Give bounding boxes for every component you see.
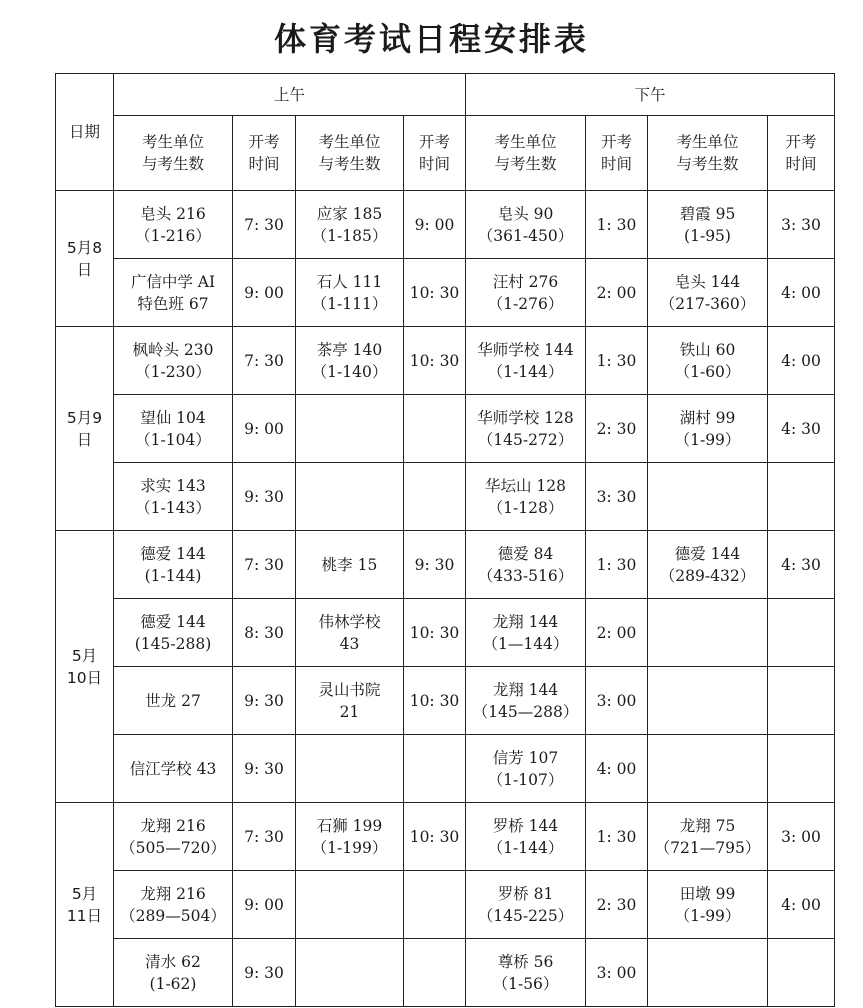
cell-line: 灵山书院	[318, 680, 381, 699]
pm-unit-cell	[648, 871, 768, 939]
date-line: 5月	[71, 646, 98, 665]
pm-unit-cell	[648, 803, 768, 871]
am-unit-cell	[114, 191, 233, 259]
am-time-cell: 9: 30	[233, 463, 296, 531]
am-time-cell: 10: 30	[404, 599, 466, 667]
cell-line: （1-140）	[311, 362, 388, 381]
header-line: 考生单位	[494, 133, 557, 151]
pm-time-cell: 4: 00	[768, 259, 835, 327]
cell-line: 皂头 216	[140, 204, 206, 223]
header-line: 开考	[419, 133, 451, 151]
am-time-cell: 10: 30	[404, 667, 466, 735]
table-row	[56, 463, 835, 531]
cell-line: （289-432）	[659, 566, 756, 585]
pm-time-cell	[768, 735, 835, 803]
pm-time-cell: 3: 00	[586, 667, 648, 735]
pm-unit-cell	[466, 599, 586, 667]
am-time-cell: 10: 30	[404, 803, 466, 871]
table-row	[56, 803, 835, 871]
cell-line: 德爱 144	[140, 544, 206, 563]
am-unit-cell	[114, 599, 233, 667]
table-row	[56, 191, 835, 259]
cell-line: 世龙 27	[145, 691, 201, 710]
am-time-cell: 9: 30	[233, 939, 296, 1007]
am-unit-cell	[296, 599, 404, 667]
pm-unit-cell	[648, 191, 768, 259]
cell-line: 罗桥 81	[497, 884, 554, 903]
date-line: 10日	[66, 668, 103, 687]
am-time-cell	[404, 395, 466, 463]
morning-header: 上午	[114, 74, 466, 116]
am-time-cell: 10: 30	[404, 259, 466, 327]
cell-line: （1-199）	[311, 838, 388, 857]
pm-unit-cell	[466, 395, 586, 463]
cell-line: 龙翔 144	[492, 612, 559, 631]
am-time-cell: 9: 00	[233, 259, 296, 327]
cell-line: 湖村 99	[679, 408, 736, 427]
am-unit-cell	[114, 395, 233, 463]
header-line: 开考	[785, 133, 817, 151]
cell-line: （1-104）	[135, 430, 211, 449]
cell-line: (1-62)	[149, 974, 197, 993]
date-line: 11日	[66, 906, 103, 925]
am-time-cell: 7: 30	[233, 191, 296, 259]
header-line: 时间	[248, 155, 280, 173]
am-unit-cell	[114, 939, 233, 1007]
date-line: 5月	[71, 884, 98, 903]
am-unit-cell	[114, 259, 233, 327]
pm-unit-cell	[466, 939, 586, 1007]
cell-line: 茶亭 140	[316, 340, 383, 359]
am-unit-cell	[114, 667, 233, 735]
am-unit-cell	[296, 939, 404, 1007]
date-line: 5月8	[66, 238, 103, 257]
cell-line: 21	[339, 702, 360, 721]
cell-line: 汪村 276	[492, 272, 559, 291]
am-time-cell: 10: 30	[404, 327, 466, 395]
pm-unit-cell	[648, 327, 768, 395]
am-time-cell: 7: 30	[233, 327, 296, 395]
pm-unit-cell	[466, 191, 586, 259]
pm-time-cell: 1: 30	[586, 531, 648, 599]
pm-time-cell: 1: 30	[586, 191, 648, 259]
pm-time-cell	[768, 939, 835, 1007]
cell-line: （1-111）	[311, 294, 388, 313]
header-line: 开考	[248, 133, 280, 151]
pm-unit-cell	[466, 259, 586, 327]
am-unit-cell	[114, 327, 233, 395]
header-line: 时间	[419, 155, 451, 173]
cell-line: 龙翔 144	[492, 680, 559, 699]
header-line: 与考生数	[676, 155, 739, 173]
date-line: 日	[76, 430, 93, 449]
start-time-header	[233, 116, 296, 191]
cell-line: 龙翔 75	[679, 816, 736, 835]
am-unit-cell	[296, 191, 404, 259]
table-row	[56, 259, 835, 327]
pm-time-cell: 2: 00	[586, 259, 648, 327]
pm-unit-cell	[466, 327, 586, 395]
cell-line: 德爱 84	[497, 544, 554, 563]
start-time-header	[586, 116, 648, 191]
header-line: 与考生数	[318, 155, 381, 173]
cell-line: （1-230）	[135, 362, 211, 381]
date-cell	[56, 327, 114, 531]
cell-line: （217-360）	[659, 294, 756, 313]
header-line: 开考	[601, 133, 633, 151]
pm-unit-cell	[648, 599, 768, 667]
table-row	[56, 735, 835, 803]
cell-line: 华师学校 144	[477, 340, 574, 359]
start-time-header	[768, 116, 835, 191]
am-unit-cell	[296, 531, 404, 599]
cell-line: (145-288)	[134, 634, 212, 653]
pm-time-cell: 4: 00	[768, 871, 835, 939]
header-line: 与考生数	[494, 155, 557, 173]
am-unit-cell	[296, 871, 404, 939]
am-unit-cell	[296, 803, 404, 871]
pm-time-cell: 4: 30	[768, 395, 835, 463]
pm-time-cell: 1: 30	[586, 803, 648, 871]
cell-line: （289—504）	[120, 906, 226, 925]
cell-line: （1-276）	[487, 294, 564, 313]
cell-line: 华师学校 128	[477, 408, 574, 427]
cell-line: 碧霞 95	[679, 204, 736, 223]
am-time-cell	[404, 463, 466, 531]
cell-line: （1-99）	[674, 430, 741, 449]
cell-line: 尊桥 56	[497, 952, 554, 971]
date-line: 5月9	[66, 408, 103, 427]
cell-line: 皂头 144	[674, 272, 741, 291]
cell-line: 广信中学 AI	[130, 272, 216, 291]
schedule-table	[55, 73, 835, 1007]
pm-time-cell: 3: 30	[768, 191, 835, 259]
cell-line: 罗桥 144	[492, 816, 559, 835]
subheader-row	[56, 116, 835, 191]
am-time-cell: 9: 30	[233, 735, 296, 803]
pm-time-cell	[768, 667, 835, 735]
table-row	[56, 395, 835, 463]
cell-line: (1-144)	[144, 566, 202, 585]
am-time-cell	[404, 939, 466, 1007]
table-row	[56, 599, 835, 667]
am-time-cell: 9: 30	[404, 531, 466, 599]
header-line: 时间	[601, 155, 633, 173]
cell-line: （1-144）	[487, 362, 564, 381]
header-line: 考生单位	[318, 133, 381, 151]
header-line: 考生单位	[676, 133, 739, 151]
am-unit-cell	[114, 735, 233, 803]
cell-line: 望仙 104	[140, 408, 206, 427]
cell-line: 铁山 60	[679, 340, 736, 359]
cell-line: （1-60）	[674, 362, 741, 381]
table-row	[56, 327, 835, 395]
am-time-cell	[404, 735, 466, 803]
pm-unit-cell	[466, 531, 586, 599]
pm-time-cell: 2: 30	[586, 395, 648, 463]
date-cell	[56, 191, 114, 327]
cell-line: 华坛山 128	[485, 476, 567, 495]
unit-count-header	[114, 116, 233, 191]
am-unit-cell	[296, 667, 404, 735]
cell-line: 龙翔 216	[140, 816, 206, 835]
table-row	[56, 531, 835, 599]
afternoon-header: 下午	[466, 74, 835, 116]
schedule-body	[56, 191, 835, 1007]
date-cell	[56, 803, 114, 1007]
page-title: 体育考试日程安排表	[273, 20, 589, 58]
am-unit-cell	[296, 259, 404, 327]
cell-line: 信芳 107	[492, 748, 559, 767]
am-time-cell: 9: 00	[233, 871, 296, 939]
pm-unit-cell	[648, 395, 768, 463]
cell-line: 桃李 15	[321, 555, 378, 574]
cell-line: 石狮 199	[316, 816, 383, 835]
cell-line: （1-56）	[492, 974, 559, 993]
cell-line: （1-143）	[135, 498, 211, 517]
am-unit-cell	[296, 395, 404, 463]
pm-unit-cell	[466, 803, 586, 871]
cell-line: 皂头 90	[497, 204, 554, 223]
pm-unit-cell	[648, 259, 768, 327]
pm-unit-cell	[648, 667, 768, 735]
start-time-header	[404, 116, 466, 191]
pm-unit-cell	[466, 667, 586, 735]
pm-unit-cell	[466, 871, 586, 939]
cell-line: （145-272）	[477, 430, 574, 449]
cell-line: 特色班 67	[137, 294, 209, 313]
pm-time-cell: 4: 00	[768, 327, 835, 395]
unit-count-header	[648, 116, 768, 191]
cell-line: （1-185）	[311, 226, 388, 245]
table-row	[56, 871, 835, 939]
pm-unit-cell	[466, 463, 586, 531]
am-time-cell	[404, 871, 466, 939]
am-unit-cell	[114, 871, 233, 939]
cell-line: 田墩 99	[679, 884, 736, 903]
am-time-cell: 8: 30	[233, 599, 296, 667]
date-line: 日	[76, 260, 93, 279]
cell-line: （721—795）	[654, 838, 761, 857]
pm-unit-cell	[648, 463, 768, 531]
cell-line: 求实 143	[140, 476, 206, 495]
table-row	[56, 939, 835, 1007]
pm-time-cell	[768, 463, 835, 531]
cell-line: 枫岭头 230	[132, 340, 214, 359]
cell-line: （361-450）	[477, 226, 574, 245]
pm-time-cell: 2: 30	[586, 871, 648, 939]
cell-line: 清水 62	[145, 952, 201, 971]
pm-unit-cell	[648, 939, 768, 1007]
cell-line: （145—288）	[472, 702, 579, 721]
pm-time-cell: 3: 30	[586, 463, 648, 531]
am-unit-cell	[296, 735, 404, 803]
am-unit-cell	[296, 463, 404, 531]
header-line: 与考生数	[141, 155, 204, 173]
date-header: 日期	[56, 74, 114, 191]
cell-line: （1-107）	[487, 770, 564, 789]
am-unit-cell	[114, 463, 233, 531]
cell-line: （1-144）	[487, 838, 564, 857]
am-time-cell: 7: 30	[233, 803, 296, 871]
pm-unit-cell	[648, 735, 768, 803]
cell-line: 伟林学校	[318, 612, 381, 631]
cell-line: 石人 111	[316, 272, 383, 291]
pm-time-cell: 1: 30	[586, 327, 648, 395]
pm-unit-cell	[648, 531, 768, 599]
am-time-cell: 7: 30	[233, 531, 296, 599]
cell-line: 应家 185	[316, 204, 383, 223]
cell-line: 龙翔 216	[140, 884, 206, 903]
cell-line: （1-99）	[674, 906, 741, 925]
am-unit-cell	[296, 327, 404, 395]
unit-count-header	[466, 116, 586, 191]
unit-count-header	[296, 116, 404, 191]
cell-line: （1-128）	[487, 498, 564, 517]
cell-line: （505—720）	[120, 838, 226, 857]
am-time-cell: 9: 00	[404, 191, 466, 259]
pm-time-cell	[768, 599, 835, 667]
pm-time-cell: 4: 00	[586, 735, 648, 803]
cell-line: 43	[339, 634, 360, 653]
cell-line: （1—144）	[482, 634, 569, 653]
cell-line: 德爱 144	[674, 544, 741, 563]
cell-line: （1-216）	[135, 226, 211, 245]
header-line: 时间	[785, 155, 817, 173]
pm-time-cell: 3: 00	[586, 939, 648, 1007]
pm-time-cell: 2: 00	[586, 599, 648, 667]
am-time-cell: 9: 30	[233, 667, 296, 735]
pm-time-cell: 4: 30	[768, 531, 835, 599]
cell-line: （433-516）	[477, 566, 574, 585]
date-cell	[56, 531, 114, 803]
am-unit-cell	[114, 803, 233, 871]
am-unit-cell	[114, 531, 233, 599]
cell-line: (1-95)	[684, 226, 731, 245]
cell-line: 信江学校 43	[129, 759, 217, 778]
am-time-cell: 9: 00	[233, 395, 296, 463]
header-line: 考生单位	[141, 133, 204, 151]
table-row	[56, 667, 835, 735]
cell-line: （145-225）	[477, 906, 574, 925]
pm-unit-cell	[466, 735, 586, 803]
pm-time-cell: 3: 00	[768, 803, 835, 871]
cell-line: 德爱 144	[140, 612, 206, 631]
